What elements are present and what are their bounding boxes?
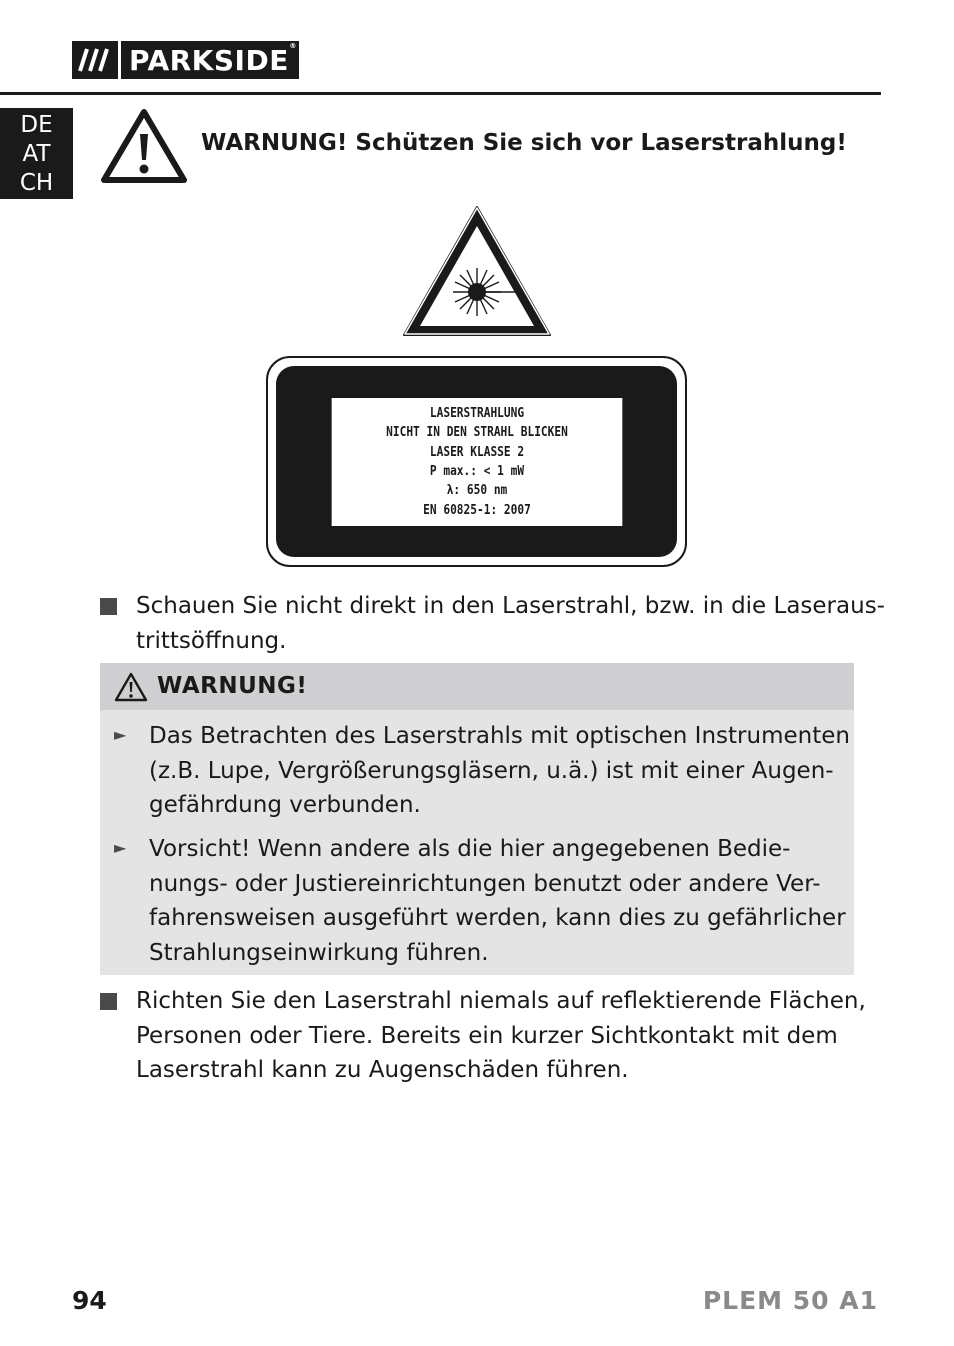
square-bullet-icon <box>100 598 117 615</box>
bullet-paragraph <box>136 984 866 1088</box>
brand-wordmark <box>121 41 299 79</box>
language-tab <box>0 108 73 199</box>
lang-at: AT <box>22 141 51 167</box>
header-rule <box>0 92 881 95</box>
laser-label-line: NICHT IN DEN STRAHL BLICKEN <box>386 425 568 441</box>
text-line: Laserstrahl kann zu Augenschäden führen. <box>136 1057 629 1083</box>
text-line: gefährdung verbunden. <box>149 792 421 818</box>
laser-label-line: EN 60825-1: 2007 <box>423 502 531 518</box>
text-line: Das Betrachten des Laserstrahls mit optischen Instrumenten <box>149 723 850 749</box>
warning-triangle-icon <box>114 672 148 706</box>
square-bullet-icon <box>100 993 117 1010</box>
text-line: Strahlungseinwirkung führen. <box>149 939 489 966</box>
text-line: Schauen Sie nicht direkt in den Laserstrahl, bzw. in die Laseraus- <box>136 593 885 619</box>
text-line: nungs- oder Justiereinrichtungen benutzt oder andere Ver- <box>149 870 821 897</box>
text-line: fahrensweisen ausgeführt werden, kann dies zu gefährlicher <box>149 905 846 931</box>
laser-label-line: λ: 650 nm <box>446 483 508 499</box>
warning-box-title: WARNUNG! <box>157 673 308 699</box>
text-line: Personen oder Tiere. Bereits ein kurzer Sichtkontakt mit dem <box>136 1022 838 1049</box>
laser-label-border <box>276 366 677 557</box>
bullet-paragraph <box>136 589 885 658</box>
page-number: 94 <box>72 1286 107 1315</box>
brand-logo <box>72 41 299 79</box>
laser-label-line: LASERSTRAHLUNG <box>429 406 525 422</box>
registered-mark: ® <box>289 42 297 50</box>
lang-de: DE <box>20 112 53 138</box>
text-line: Vorsicht! Wenn andere als die hier angegebenen Bedie- <box>149 836 791 862</box>
text-line: Richten Sie den Laserstrahl niemals auf reflektierende Flächen, <box>136 988 866 1014</box>
triple-slash-icon <box>72 41 118 79</box>
warning-item <box>149 719 850 823</box>
laser-hazard-icon <box>401 204 553 342</box>
model-name: PLEM 50 A1 <box>702 1286 878 1315</box>
warning-triangle-icon <box>100 108 188 188</box>
arrow-right-icon: ► <box>114 725 127 744</box>
laser-label-line: P max.: < 1 mW <box>429 464 525 479</box>
warning-headline: WARNUNG! Schützen Sie sich vor Laserstrahlung! <box>201 130 847 156</box>
text-line: trittsöffnung. <box>136 627 287 654</box>
arrow-right-icon: ► <box>114 838 127 857</box>
laser-label-line: LASER KLASSE 2 <box>429 444 525 460</box>
warning-box-header <box>100 663 854 710</box>
text-line: (z.B. Lupe, Vergrößerungsgläsern, u.ä.) ist mit einer Augen- <box>149 757 834 784</box>
laser-label-text <box>332 398 623 526</box>
warning-item <box>149 832 846 970</box>
lang-ch: CH <box>19 170 54 196</box>
brand-name: PARKSIDE <box>129 43 289 77</box>
warning-box <box>100 663 854 975</box>
laser-class-label <box>266 356 687 567</box>
